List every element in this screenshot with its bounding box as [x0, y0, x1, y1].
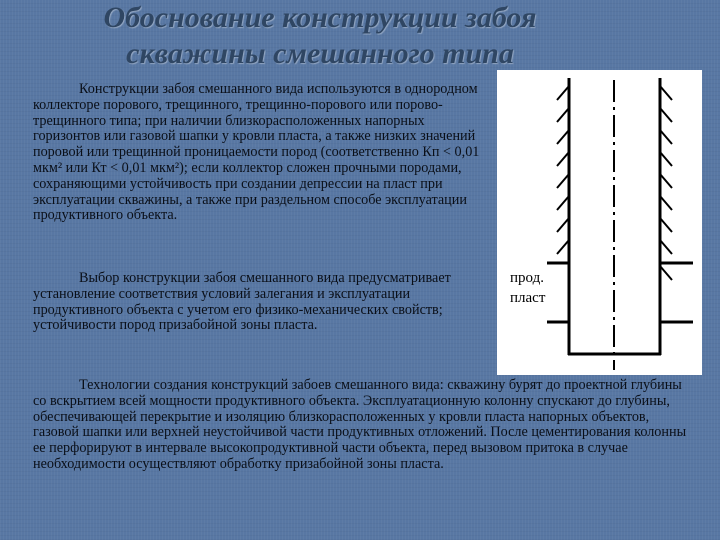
productive-formation-label	[510, 268, 545, 308]
slide-title-line-1: Обоснование конструкции забоя	[103, 1, 537, 34]
right-rock-hatching	[660, 86, 672, 280]
paragraph-selection-criteria: Выбор конструкции забоя смешанного вида предусматривает установление соответствия условий залегания и эксплуатации продуктивного объекта с учетом его физико-механических свойств; устойчивости пород призабойной зоны пласта.	[33, 270, 451, 334]
left-rock-hatching	[557, 86, 569, 254]
paragraph-construction-technology: Технологии создания конструкций забоев смешанного вида: скважину бурят до проектной глубины со вскрытием всей мощности продуктивного объекта. Эксплуатационную колонну спускают до глубины, обеспечивающей перекрытие и изоляцию близкорасположенных у кровли пласта напорных объектов, газовой шапки или верхней неустойчивой части продуктивных отложений. После цементирования колонны ее перфорируют в интервале высокопродуктивной части объекта, перед вызовом притока в случае необходимости осуществляют обработку призабойной зоны пласта.	[33, 377, 687, 472]
slide-title-line-2: скважины смешанного типа	[126, 37, 514, 70]
well-bottom-diagram	[497, 70, 702, 375]
paragraph-application-conditions: Конструкции забоя смешанного вида используются в однородном коллекторе порового, трещинного, трещинно-порового или порово-трещинного типа; при наличии близкорасположенных напорных горизонтов или газовой шапки у кровли пласта, а также низких значений поровой или трещинной проницаемости пород (соответственно Кп < 0,01 мкм² или Кт < 0,01 мкм²); если коллектор сложен прочными породами, сохраняющими устойчивость при создании депрессии на пласт при эксплуатации скважины, а также при раздельном способе эксплуатации продуктивного объекта.	[33, 81, 480, 224]
productive-formation-label-line-1: прод.	[510, 270, 544, 286]
slide-title	[40, 0, 600, 72]
well-diagram-drawing	[497, 70, 702, 375]
productive-formation-label-line-2: пласт	[510, 290, 546, 306]
